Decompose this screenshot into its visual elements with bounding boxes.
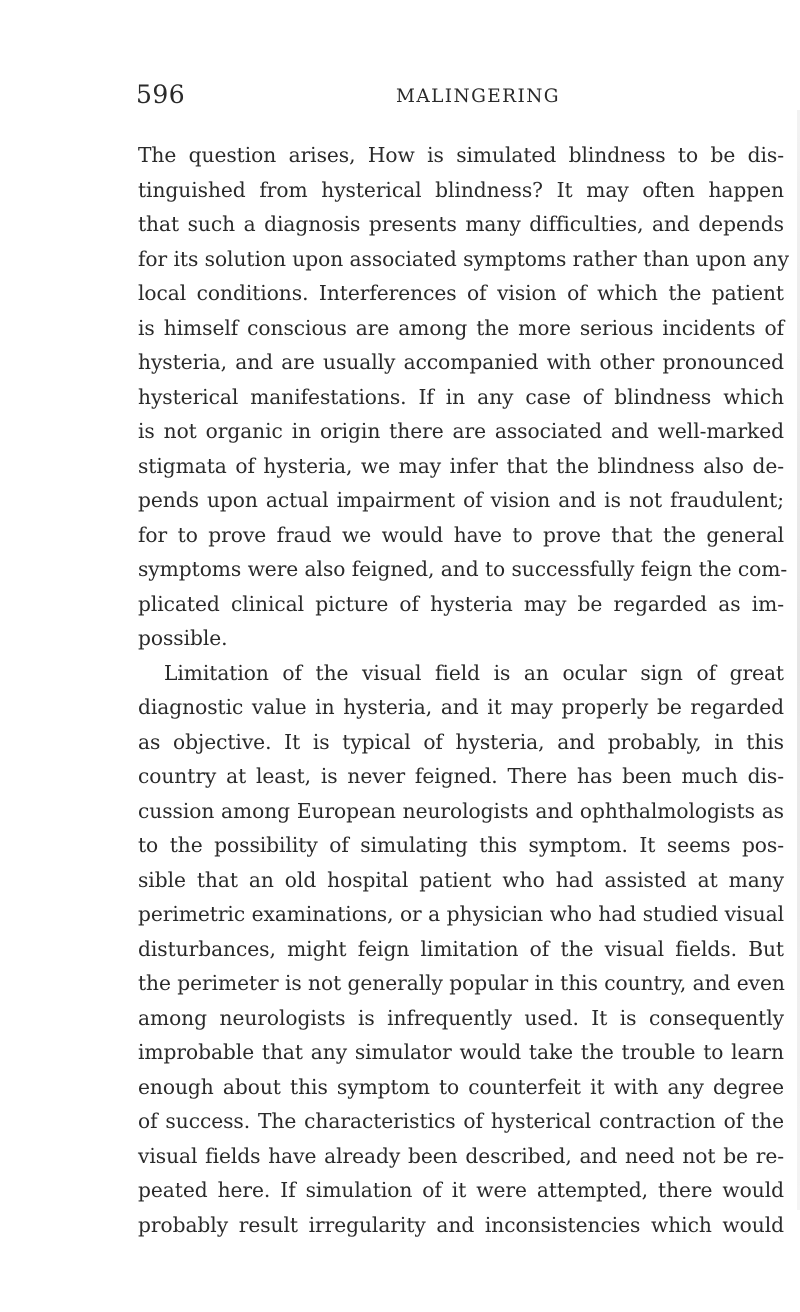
text-line: enough about this symptom to counterfeit it with any degree <box>138 1074 784 1099</box>
text-line: of success. The characteristics of hysterical contraction of the <box>138 1109 784 1133</box>
text-line: plicated clinical picture of hysteria may be regarded as im- <box>138 591 784 616</box>
running-head: MALINGERING <box>396 86 560 107</box>
text-line: possible. <box>138 626 228 650</box>
text-line: symptoms were also feigned, and to successfully feign the com- <box>138 557 788 581</box>
text-line: probably result irregularity and inconsistencies which would <box>138 1212 784 1237</box>
text-line: disturbances, might feign limitation of the visual fields. But <box>138 936 784 961</box>
text-line: tinguished from hysterical blindness? It may often happen <box>138 177 784 202</box>
text-line: stigmata of hysteria, we may infer that the blindness also de- <box>138 453 784 478</box>
text-line: among neurologists is infrequently used. It is consequently <box>138 1005 784 1030</box>
text-line: that such a diagnosis presents many difficulties, and depends <box>138 212 784 236</box>
text-line: hysterical manifestations. If in any case of blindness which <box>138 384 784 409</box>
text-line: peated here. If simulation of it were attempted, there would <box>138 1178 784 1202</box>
text-line: improbable that any simulator would take the trouble to learn <box>138 1040 784 1064</box>
text-line: for to prove fraud we would have to prove that the general <box>138 522 784 547</box>
text-line: hysteria, and are usually accompanied with other pronounced <box>138 350 784 374</box>
text-line: the perimeter is not generally popular in this country, and even <box>138 971 785 995</box>
text-line: diagnostic value in hysteria, and it may properly be regarded <box>138 695 784 719</box>
text-line: is not organic in origin there are associated and well-marked <box>138 419 784 443</box>
text-line: pends upon actual impairment of vision and is not fraudulent; <box>138 488 784 512</box>
text-line: country at least, is never feigned. There has been much dis- <box>138 764 784 788</box>
text-line: sible that an old hospital patient who had assisted at many <box>138 867 784 892</box>
body-text <box>138 138 789 1242</box>
text-line: to the possibility of simulating this symptom. It seems pos- <box>138 833 784 857</box>
text-line: visual fields have already been described, and need not be re- <box>138 1143 784 1168</box>
text-line: for its solution upon associated symptoms rather than upon any <box>138 246 789 271</box>
text-line: as objective. It is typical of hysteria, and probably, in this <box>138 729 784 754</box>
text-line: perimetric examinations, or a physician who had studied visual <box>138 902 784 926</box>
text-line: cussion among European neurologists and ophthalmologists as <box>138 798 784 823</box>
text-line: The question arises, How is simulated blindness to be dis- <box>138 143 784 167</box>
text-line: is himself conscious are among the more serious incidents of <box>138 315 784 340</box>
text-line: local conditions. Interferences of vision of which the patient <box>138 281 784 305</box>
page-number: 596 <box>136 80 186 109</box>
text-line: Limitation of the visual field is an ocular sign of great <box>164 660 784 685</box>
